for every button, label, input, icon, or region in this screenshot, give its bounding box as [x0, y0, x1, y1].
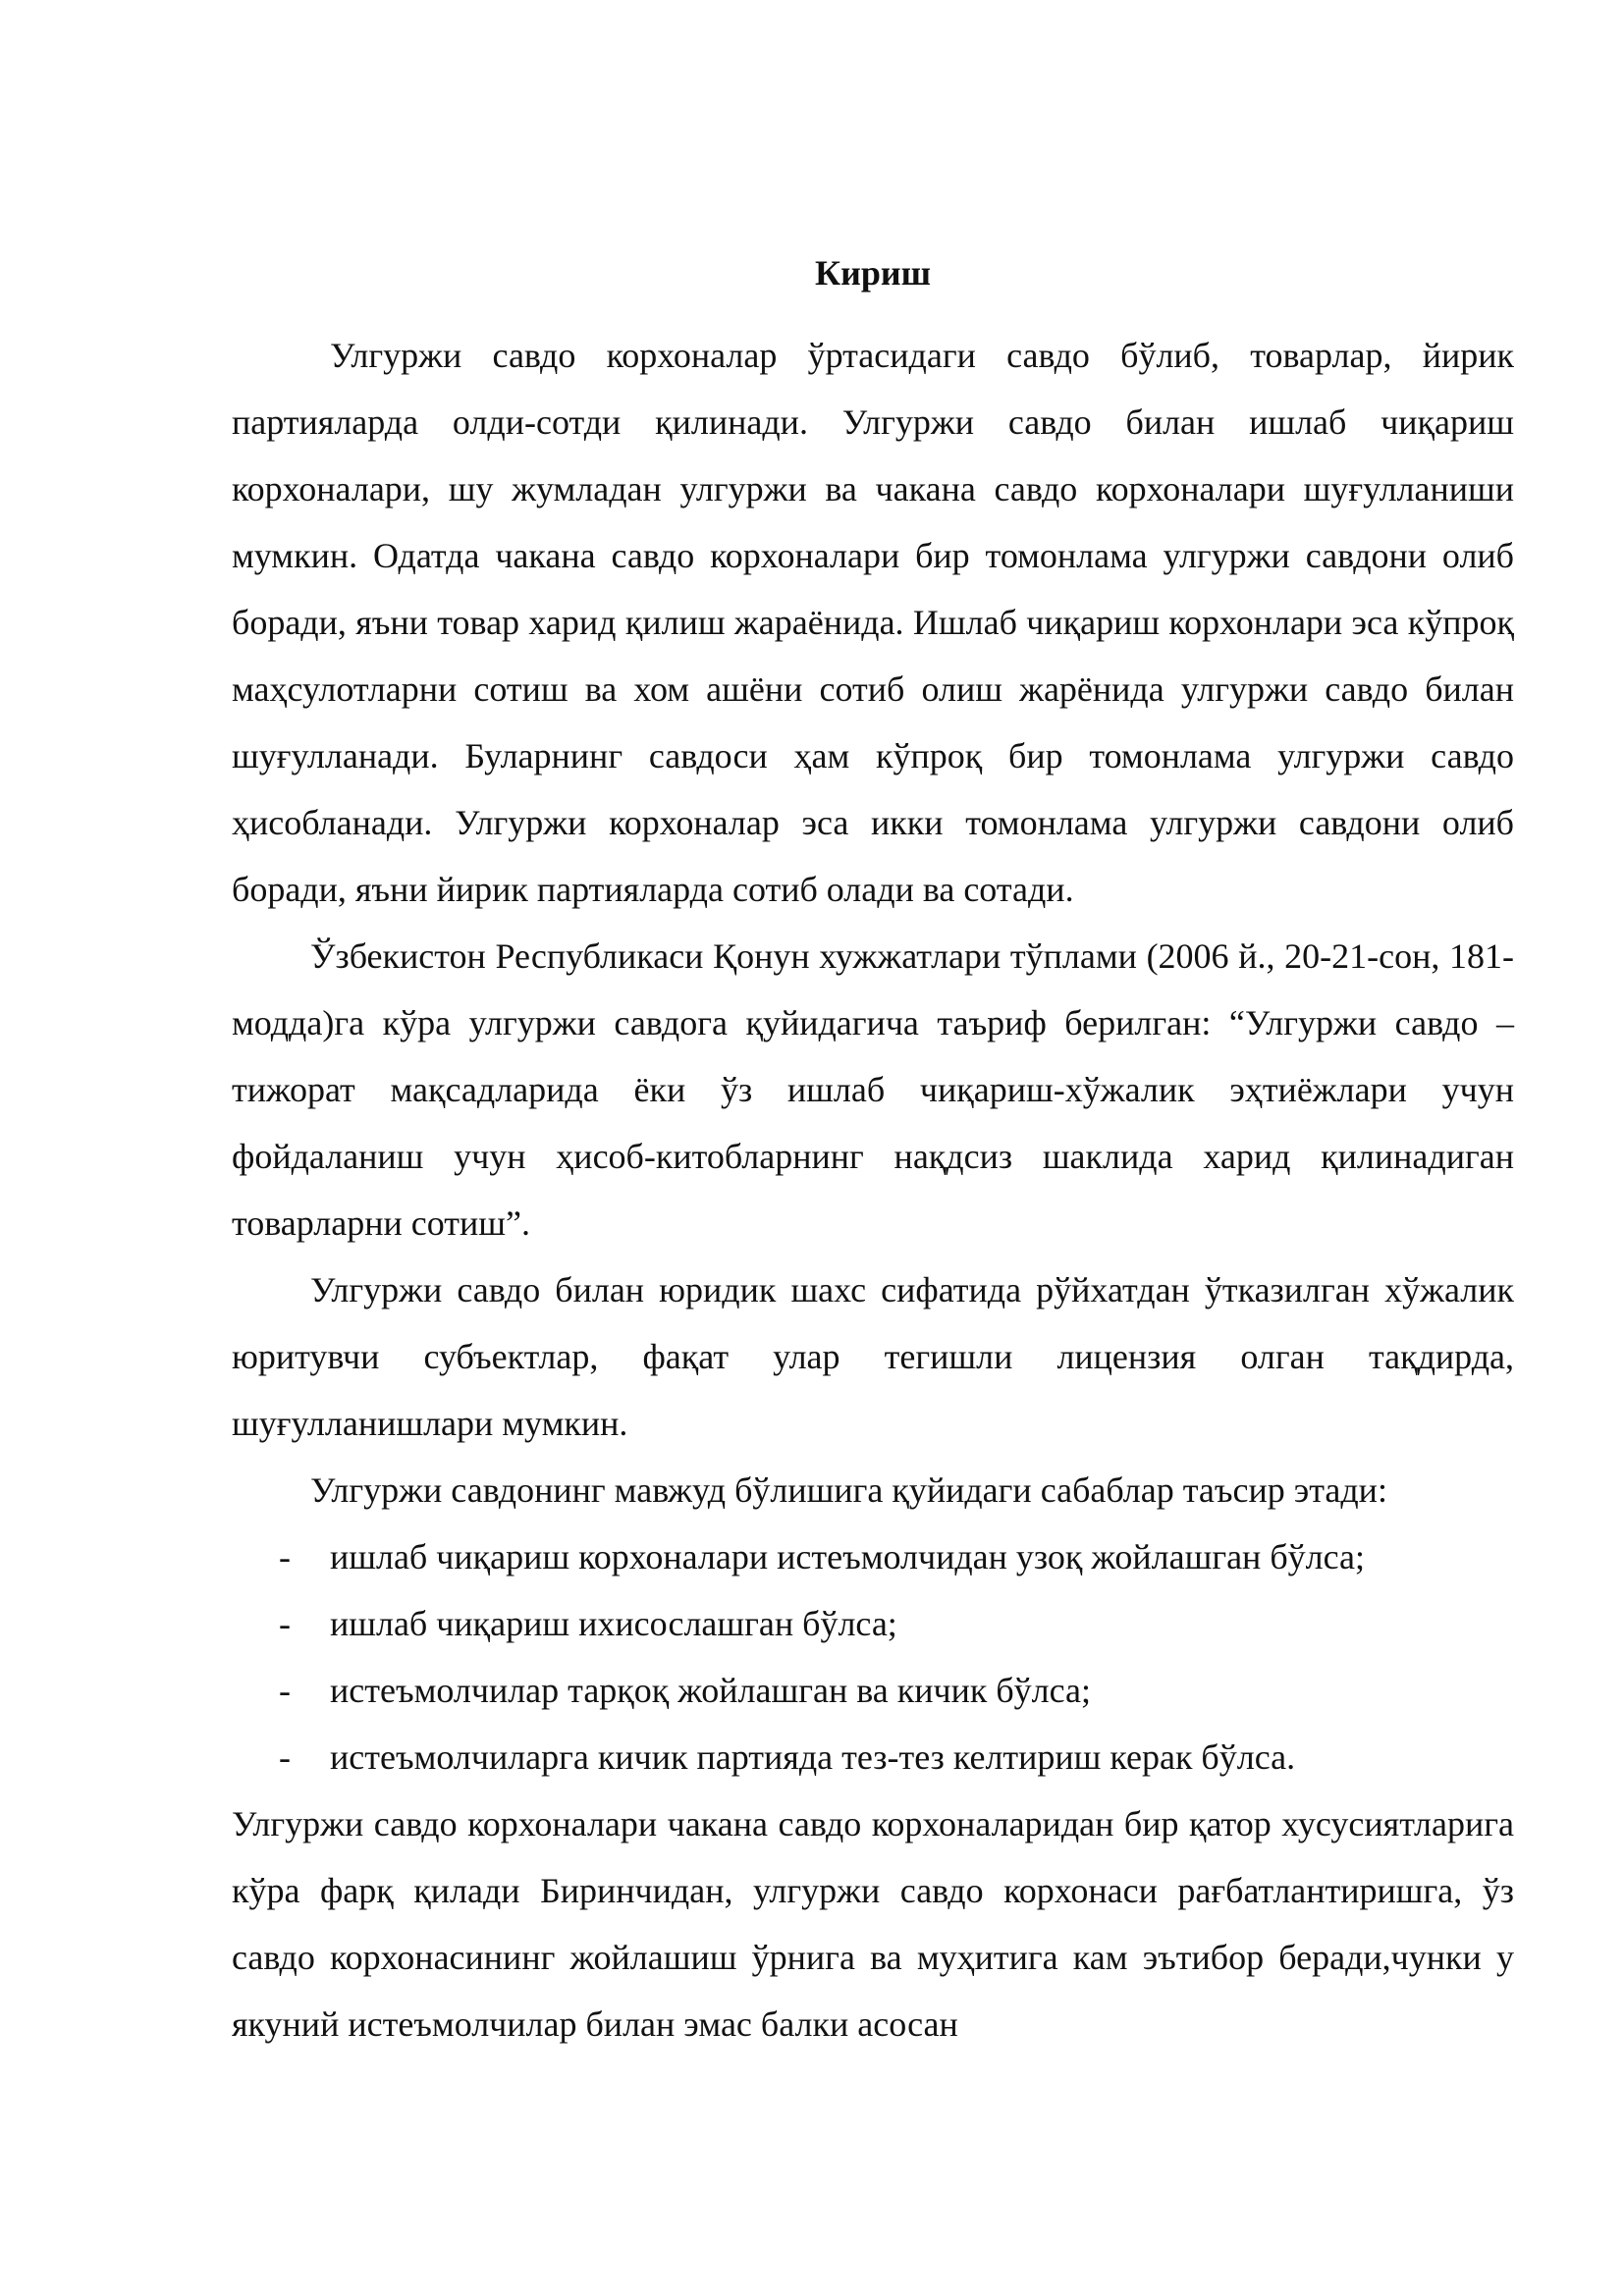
paragraph-law-definition: Ўзбекистон Республикаси Қонун хужжатлари тўплами (2006 й., 20-21-сон, 181-модда)га кўра улгуржи савдога қуйидагича таъриф берилган: “Улгуржи савдо – тижорат мақсадларида ёки ўз ишлаб чиқариш-хўжалик эҳтиёжлари учун фойдаланиш учун ҳисоб-китобларнинг нақдсиз шаклида харид қилинадиган товарларни сотиш”. — [232, 936, 1514, 1243]
paragraph-licensing: Улгуржи савдо билан юридик шахс сифатида рўйхатдан ўтказилган хўжалик юритувчи субъектлар, фақат улар тегишли лицензия олган тақдирда, шуғулланишлари мумкин. — [232, 1270, 1514, 1443]
list-item-text: ишлаб чиқариш корхоналари истеъмолчидан узоқ жойлашган бўлса; — [330, 1537, 1366, 1576]
list-dash: - — [279, 1671, 291, 1710]
list-item — [232, 1523, 1514, 1590]
document-page — [232, 245, 1514, 2057]
list-item-text: истеъмолчилар тарқоқ жойлашган ва кичик бўлса; — [330, 1671, 1092, 1710]
list-item-text: истеъмолчиларга кичик партияда тез-тез келтириш керак бўлса. — [330, 1737, 1296, 1777]
list-item — [232, 1590, 1514, 1657]
list-dash: - — [279, 1537, 291, 1576]
paragraph-intro: Улгуржи савдо корхоналар ўртасидаги савдо бўлиб, товарлар, йирик партияларда олди-сотди қилинади. Улгуржи савдо билан ишлаб чиқариш корхоналари, шу жумладан улгуржи ва чакана савдо корхоналари шуғулланиши мумкин. Одатда чакана савдо корхоналари бир томонлама улгуржи савдони олиб боради, яъни товар харид қилиш жараёнида. Ишлаб чиқариш корхонлари эса кўпроқ маҳсулотларни сотиш ва хом ашёни сотиб олиш жарёнида улгуржи савдо билан шуғулланади. Буларнинг савдоси ҳам кўпроқ бир томонлама улгуржи савдо ҳисобланади. Улгуржи корхоналар эса икки томонлама улгуржи савдони олиб боради, яъни йирик партияларда сотиб олади ва сотади. — [232, 336, 1514, 909]
list-item — [232, 1724, 1514, 1790]
list-item — [232, 1657, 1514, 1724]
list-item-text: ишлаб чиқариш ихисослашган бўлса; — [330, 1604, 897, 1643]
list-dash: - — [279, 1737, 291, 1777]
reasons-list — [232, 1523, 1514, 1790]
paragraph-reasons-intro: Улгуржи савдонинг мавжуд бўлишига қуйидаги сабаблар таъсир этади: — [310, 1470, 1387, 1510]
page-title: Кириш — [814, 253, 931, 293]
list-dash: - — [279, 1604, 291, 1643]
paragraph-closing: Улгуржи савдо корхоналари чакана савдо корхоналаридан бир қатор хусусиятларига кўра фарқ қилади Биринчидан, улгуржи савдо корхонаси рағбатлантиришга, ўз савдо корхонасининг жойлашиш ўрнига ва муҳитига кам эътибор беради,чунки у якуний истеъмолчилар билан эмас балки асосан — [232, 1804, 1514, 2044]
